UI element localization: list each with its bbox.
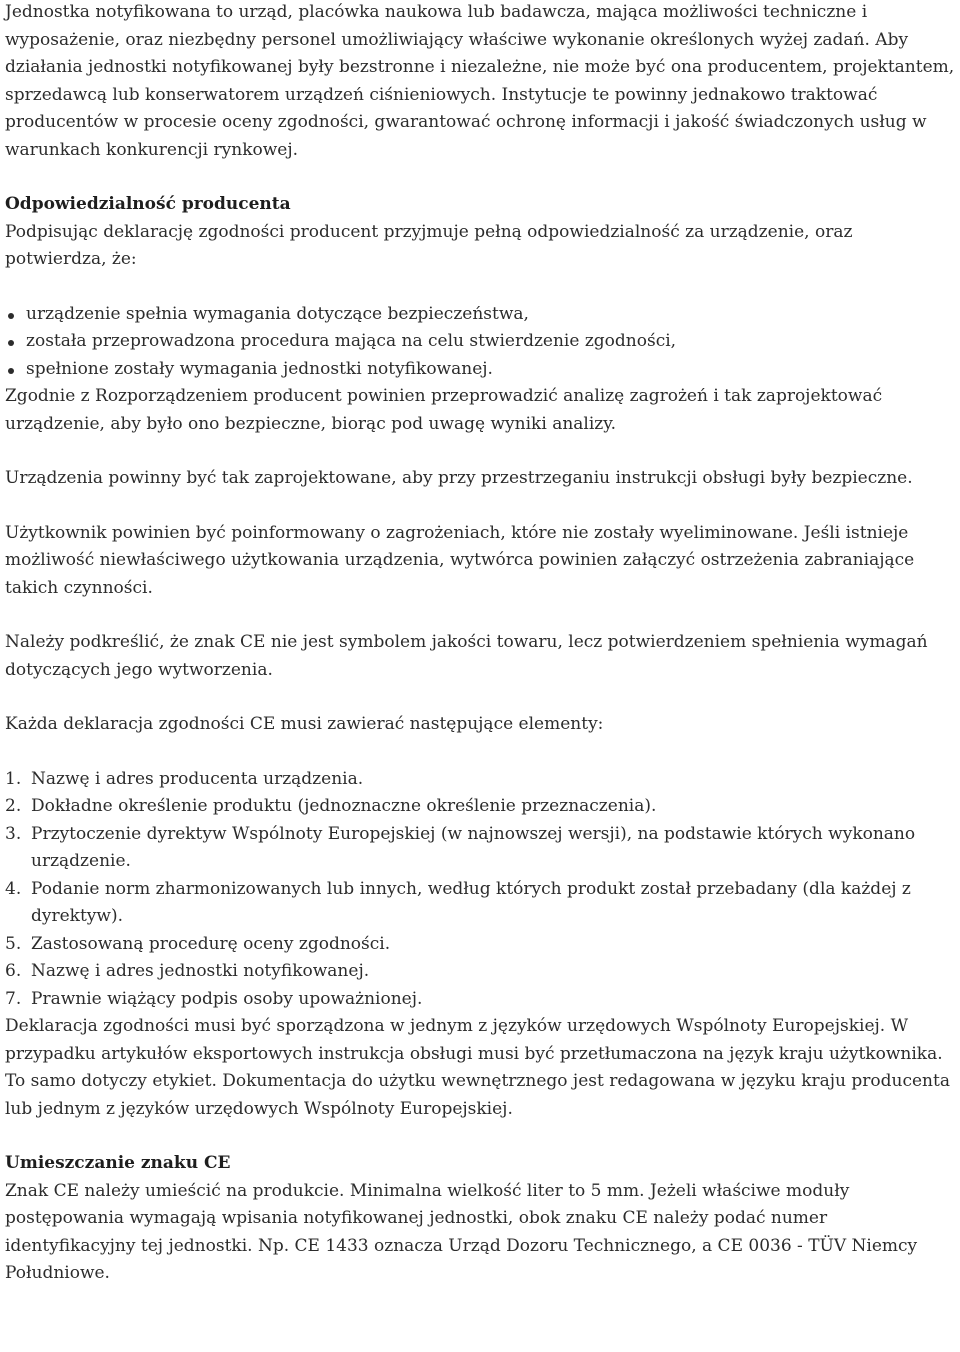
list-number: 6. bbox=[5, 961, 22, 981]
list-text: Dokładne określenie produktu (jednoznaczne określenie przeznaczenia). bbox=[31, 796, 657, 816]
section-heading: Odpowiedzialność producenta bbox=[5, 194, 291, 214]
paragraph: Należy podkreślić, że znak CE nie jest symbolem jakości towaru, lecz potwierdzeniem spełnienia wymagań dotyczących jego wytworzenia. bbox=[5, 632, 928, 680]
paragraph: Zgodnie z Rozporządzeniem producent powinien przeprowadzić analizę zagrożeń i tak zaprojektować urządzenie, aby było ono bezpieczne, biorąc pod uwagę wyniki analizy. bbox=[5, 386, 883, 434]
list-text: Prawnie wiążący podpis osoby upoważnionej. bbox=[31, 988, 423, 1009]
list-item bbox=[5, 766, 957, 794]
list-item: została przeprowadzona procedura mająca na celu stwierdzenie zgodności, bbox=[5, 328, 957, 356]
list-text: Nazwę i adres jednostki notyfikowanej. bbox=[31, 961, 370, 981]
responsibility-lead: Podpisując deklarację zgodności producent przyjmuje pełną odpowiedzialność za urządzenie, oraz potwierdza, że: bbox=[5, 221, 853, 269]
list-number: 3. bbox=[5, 823, 22, 844]
list-number: 4. bbox=[5, 878, 22, 899]
list-item bbox=[5, 931, 957, 959]
paragraph: Urządzenia powinny być tak zaprojektowane, aby przy przestrzeganiu instrukcji obsługi były bezpieczne. bbox=[5, 468, 913, 488]
placement-paragraph: Znak CE należy umieścić na produkcie. Minimalna wielkość liter to 5 mm. Jeżeli właściwe moduły postępowania wymagają wpisania notyfikowanej jednostki, obok znaku CE należy podać numer identyfikacyjny tej jednostki. Np. CE 1433 oznacza Urząd Dozoru Technicznego, a CE 0036 - TÜV Niemcy Południowe. bbox=[5, 1180, 918, 1283]
list-item bbox=[5, 876, 957, 931]
list-text: Przytoczenie dyrektyw Wspólnoty Europejskiej (w najnowszej wersji), na podstawie których wykonano urządzenie. bbox=[31, 823, 916, 871]
list-item bbox=[5, 821, 957, 876]
list-item bbox=[5, 986, 957, 1014]
language-requirements-paragraph: Deklaracja zgodności musi być sporządzona w jednym z języków urzędowych Wspólnoty Europejskiej. W przypadku artykułów eksportowych instrukcja obsługi musi być przetłumaczona na język kraju użytkownika. To samo dotyczy etykiet. Dokumentacja do użytku wewnętrznego jest redagowana w języku kraju producenta lub jednym z języków urzędowych Wspólnoty Europejskiej. bbox=[5, 1016, 950, 1119]
list-text: Zastosowaną procedurę oceny zgodności. bbox=[31, 933, 391, 954]
list-text: Podanie norm zharmonizowanych lub innych, według których produkt został przebadany (dla każdej z dyrektyw). bbox=[31, 878, 911, 926]
paragraph: Użytkownik powinien być poinformowany o zagrożeniach, które nie zostały wyeliminowane. Jeśli istnieje możliwość niewłaściwego użytkowania urządzenia, wytwórca powinien załączyć ostrzeżenia zabraniające takich czynności. bbox=[5, 522, 915, 598]
list-item bbox=[5, 793, 957, 821]
list-number: 5. bbox=[5, 933, 22, 954]
section-ce-mark-placement bbox=[5, 1150, 957, 1288]
section-producer-responsibility bbox=[5, 191, 957, 1123]
declaration-list-lead: Każda deklaracja zgodności CE musi zawierać następujące elementy: bbox=[5, 714, 604, 734]
list-number: 2. bbox=[5, 796, 22, 816]
list-item bbox=[5, 958, 957, 986]
list-number: 7. bbox=[5, 988, 22, 1009]
list-item: spełnione zostały wymagania jednostki notyfikowanej. bbox=[5, 356, 957, 384]
declaration-elements-list bbox=[5, 766, 957, 1014]
list-number: 1. bbox=[5, 768, 22, 789]
section-heading: Umieszczanie znaku CE bbox=[5, 1153, 231, 1173]
list-item: urządzenie spełnia wymagania dotyczące bezpieczeństwa, bbox=[5, 301, 957, 329]
list-text: Nazwę i adres producenta urządzenia. bbox=[31, 768, 364, 789]
confirmation-bullet-list bbox=[5, 301, 957, 384]
intro-paragraph: Jednostka notyfikowana to urząd, placówka naukowa lub badawcza, mająca możliwości techniczne i wyposażenie, oraz niezbędny personel umożliwiający właściwe wykonanie określonych wyżej zadań. Aby działania jednostki notyfikowanej były bezstronne i niezależne, nie może być ona producentem, projektantem, sprzedawcą lub konserwatorem urządzeń ciśnieniowych. Instytucje te powinny jednakowo traktować producentów w procesie oceny zgodności, gwarantować ochronę informacji i jakość świadczonych usług w warunkach konkurencji rynkowej. bbox=[5, 2, 955, 160]
document-body bbox=[5, 0, 957, 1288]
